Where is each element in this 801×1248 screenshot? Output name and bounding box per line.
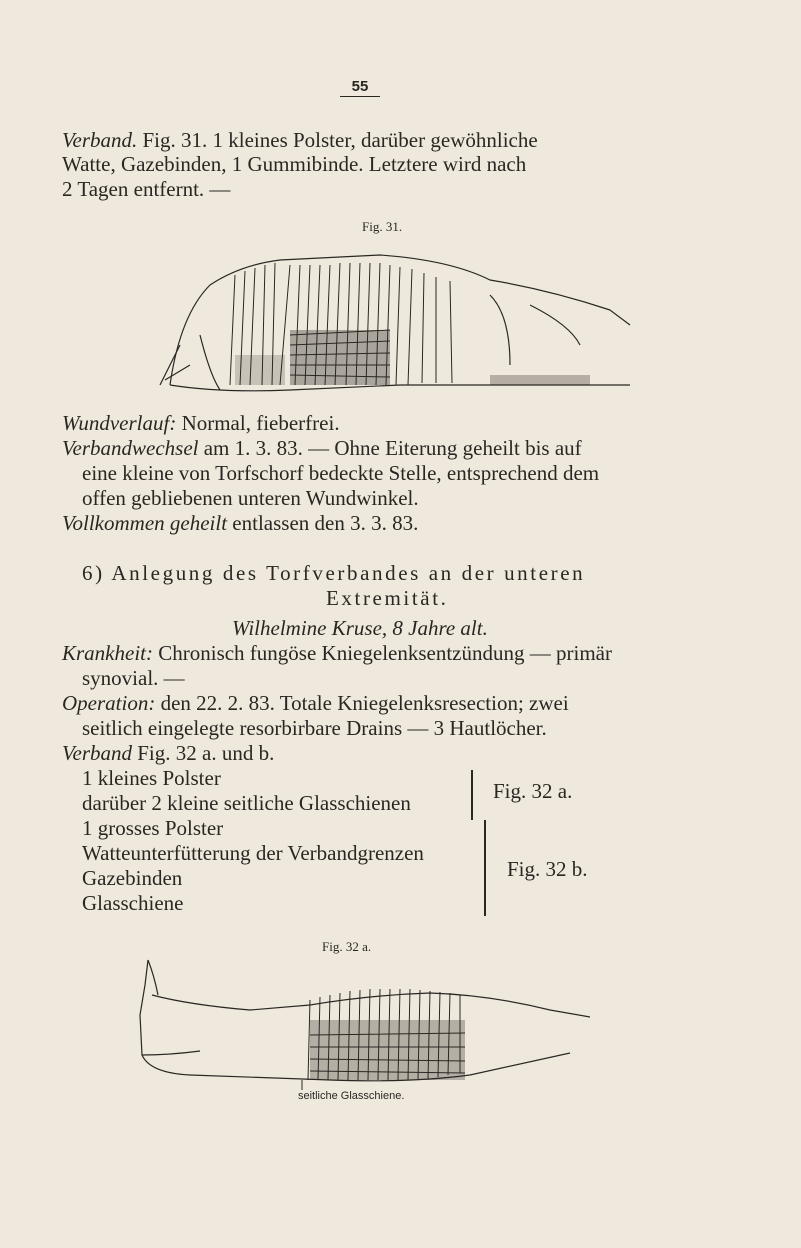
page-number: 55: [340, 78, 380, 97]
wundverlauf-text: Normal, fieberfrei.: [181, 411, 340, 435]
patient-line: Wilhelmine Kruse, 8 Jahre alt.: [232, 616, 488, 640]
vollkommen-label: Vollkommen geheilt: [62, 511, 228, 535]
fig31-illustration: [150, 235, 640, 395]
fig32a-illustration: [130, 955, 600, 1090]
list-item-3: 1 grosses Polster: [82, 816, 224, 840]
fig32a-caption: Fig. 32 a.: [322, 939, 372, 954]
list-item-5: Gazebinden: [82, 866, 183, 890]
verbandwechsel-line-2: eine kleine von Torfschorf bedeckte Stelle, entsprechend dem: [82, 461, 600, 485]
list-item-6: Glasschiene: [82, 891, 184, 915]
verband-text: Fig. 32 a. und b.: [137, 741, 275, 765]
intro-line-2: Watte, Gazebinden, 1 Gummibinde. Letztere wird nach: [62, 152, 527, 176]
verbandwechsel-line: [62, 436, 582, 461]
vollkommen-line: [62, 511, 418, 536]
section-heading-line-2: Extremität.: [326, 586, 449, 610]
list-item-4: Watteunterfütterung der Verbandgrenzen: [82, 841, 424, 865]
krankheit-line: [62, 641, 612, 666]
fig32b-ref: Fig. 32 b.: [507, 857, 588, 881]
operation-line: [62, 691, 569, 716]
krankheit-text: Chronisch fungöse Kniegelenksentzündung — primär: [158, 641, 612, 665]
intro-line-1-text: Fig. 31. 1 kleines Polster, darüber gewöhnliche: [142, 128, 538, 152]
brace-a: [471, 770, 473, 820]
verband-label-2: Verband: [62, 741, 132, 765]
glasschiene-label: seitliche Glasschiene.: [298, 1090, 405, 1102]
intro-line-3: 2 Tagen entfernt. —: [62, 177, 231, 201]
intro-line-1: [62, 128, 538, 153]
verbandwechsel-label: Verbandwechsel: [62, 436, 199, 460]
verband-line: [62, 741, 274, 766]
verbandwechsel-text: am 1. 3. 83. — Ohne Eiterung geheilt bis auf: [203, 436, 582, 460]
fig31-caption: Fig. 31.: [362, 219, 403, 234]
vollkommen-text: entlassen den 3. 3. 83.: [232, 511, 419, 535]
wundverlauf-line: [62, 411, 340, 436]
list-item-1: 1 kleines Polster: [82, 766, 221, 790]
krankheit-label: Krankheit:: [62, 641, 153, 665]
brace-b: [484, 820, 486, 916]
wundverlauf-label: Wundverlauf:: [62, 411, 177, 435]
operation-line-2: seitlich eingelegte resorbirbare Drains — 3 Hautlöcher.: [82, 716, 547, 740]
verbandwechsel-line-3: offen gebliebenen unteren Wundwinkel.: [82, 486, 419, 510]
verband-label: Verband.: [62, 128, 138, 152]
operation-label: Operation:: [62, 691, 156, 715]
fig32a-ref: Fig. 32 a.: [493, 779, 573, 803]
operation-text: den 22. 2. 83. Totale Kniegelenksresection; zwei: [160, 691, 569, 715]
list-item-2: darüber 2 kleine seitliche Glasschienen: [82, 791, 411, 815]
section-heading-line-1: 6) Anlegung des Torfverbandes an der unteren: [82, 561, 586, 585]
krankheit-line-2: synovial. —: [82, 666, 185, 690]
